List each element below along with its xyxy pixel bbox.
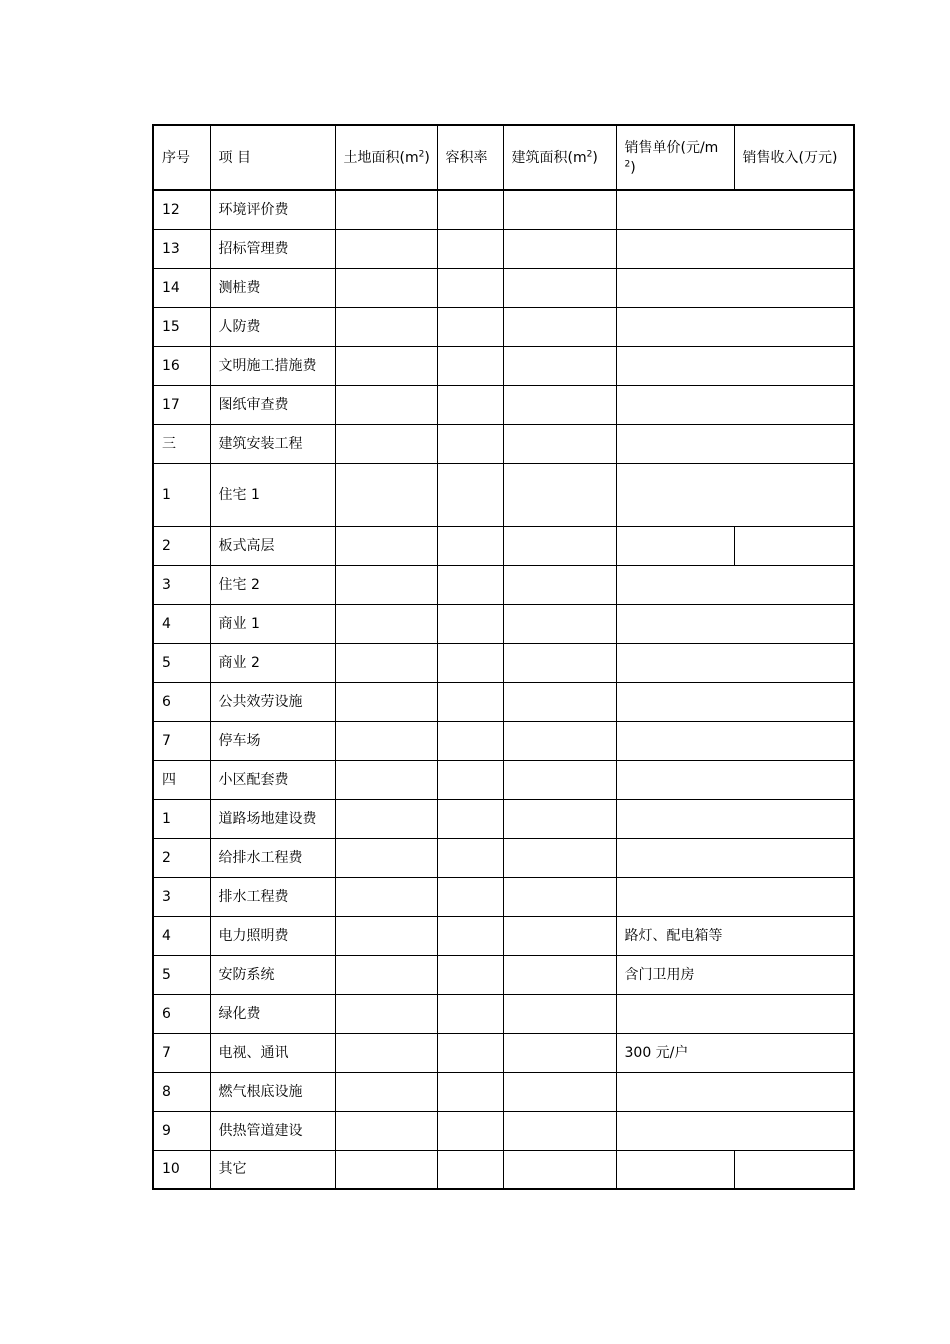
row-building-area — [503, 424, 616, 463]
row-item: 供热管道建设 — [210, 1111, 335, 1150]
row-note — [616, 565, 854, 604]
row-seq: 7 — [153, 721, 210, 760]
header-unit-price: 销售单价(元/m $^2$) — [616, 125, 734, 190]
row-building-area — [503, 955, 616, 994]
row-seq: 7 — [153, 1033, 210, 1072]
row-seq: 16 — [153, 346, 210, 385]
row-floor-area-ratio — [437, 760, 503, 799]
row-item: 电力照明费 — [210, 916, 335, 955]
table-row — [153, 229, 854, 268]
row-note — [616, 385, 854, 424]
row-floor-area-ratio — [437, 1033, 503, 1072]
row-building-area — [503, 1033, 616, 1072]
table-row — [153, 760, 854, 799]
table-row — [153, 877, 854, 916]
row-item: 建筑安装工程 — [210, 424, 335, 463]
row-seq: 13 — [153, 229, 210, 268]
row-seq: 14 — [153, 268, 210, 307]
row-seq: 6 — [153, 994, 210, 1033]
row-seq: 15 — [153, 307, 210, 346]
row-building-area — [503, 268, 616, 307]
row-building-area — [503, 799, 616, 838]
row-land-area — [335, 955, 437, 994]
row-floor-area-ratio — [437, 1111, 503, 1150]
row-item: 住宅 1 — [210, 463, 335, 526]
row-seq: 5 — [153, 643, 210, 682]
row-floor-area-ratio — [437, 307, 503, 346]
row-building-area — [503, 565, 616, 604]
row-item: 招标管理费 — [210, 229, 335, 268]
row-land-area — [335, 799, 437, 838]
row-note — [616, 190, 854, 229]
header-row — [153, 125, 854, 190]
row-item: 停车场 — [210, 721, 335, 760]
row-land-area — [335, 643, 437, 682]
row-land-area — [335, 385, 437, 424]
table-row — [153, 307, 854, 346]
row-note — [616, 682, 854, 721]
row-item: 道路场地建设费 — [210, 799, 335, 838]
row-unit-price — [616, 1150, 734, 1189]
row-building-area — [503, 721, 616, 760]
row-floor-area-ratio — [437, 190, 503, 229]
row-land-area — [335, 994, 437, 1033]
row-item: 测桩费 — [210, 268, 335, 307]
table-row — [153, 526, 854, 565]
table-row — [153, 1111, 854, 1150]
row-item: 商业 2 — [210, 643, 335, 682]
row-land-area — [335, 229, 437, 268]
table-row — [153, 424, 854, 463]
row-floor-area-ratio — [437, 955, 503, 994]
header-building-area: 建筑面积$(m^2)$ — [503, 125, 616, 190]
row-item: 住宅 2 — [210, 565, 335, 604]
table-row — [153, 463, 854, 526]
row-land-area — [335, 877, 437, 916]
row-seq: 3 — [153, 877, 210, 916]
row-note — [616, 643, 854, 682]
table-row — [153, 1033, 854, 1072]
row-land-area — [335, 916, 437, 955]
row-item: 其它 — [210, 1150, 335, 1189]
row-note — [616, 877, 854, 916]
row-building-area — [503, 346, 616, 385]
row-note — [616, 346, 854, 385]
row-seq: 9 — [153, 1111, 210, 1150]
row-building-area — [503, 1111, 616, 1150]
table-row — [153, 385, 854, 424]
row-note — [616, 994, 854, 1033]
table-row — [153, 682, 854, 721]
row-land-area — [335, 463, 437, 526]
table-row — [153, 799, 854, 838]
row-land-area — [335, 526, 437, 565]
row-seq: 4 — [153, 916, 210, 955]
row-land-area — [335, 1072, 437, 1111]
row-seq: 5 — [153, 955, 210, 994]
row-building-area — [503, 190, 616, 229]
row-building-area — [503, 877, 616, 916]
row-seq: 3 — [153, 565, 210, 604]
row-building-area — [503, 307, 616, 346]
row-revenue — [734, 526, 854, 565]
row-floor-area-ratio — [437, 799, 503, 838]
row-floor-area-ratio — [437, 229, 503, 268]
row-floor-area-ratio — [437, 994, 503, 1033]
row-note — [616, 760, 854, 799]
row-item: 商业 1 — [210, 604, 335, 643]
row-seq: 17 — [153, 385, 210, 424]
row-item: 公共效劳设施 — [210, 682, 335, 721]
row-seq: 10 — [153, 1150, 210, 1189]
row-floor-area-ratio — [437, 385, 503, 424]
header-floor-area-ratio: 容积率 — [437, 125, 503, 190]
table-row — [153, 268, 854, 307]
table-row — [153, 916, 854, 955]
row-land-area — [335, 268, 437, 307]
row-note — [616, 1111, 854, 1150]
row-building-area — [503, 385, 616, 424]
row-seq: 1 — [153, 463, 210, 526]
row-seq: 四 — [153, 760, 210, 799]
row-floor-area-ratio — [437, 526, 503, 565]
row-note: 路灯、配电箱等 — [616, 916, 854, 955]
row-building-area — [503, 463, 616, 526]
row-seq: 三 — [153, 424, 210, 463]
row-floor-area-ratio — [437, 1072, 503, 1111]
row-land-area — [335, 346, 437, 385]
row-floor-area-ratio — [437, 682, 503, 721]
row-floor-area-ratio — [437, 463, 503, 526]
row-land-area — [335, 604, 437, 643]
row-floor-area-ratio — [437, 643, 503, 682]
table-row — [153, 721, 854, 760]
row-seq: 12 — [153, 190, 210, 229]
row-building-area — [503, 994, 616, 1033]
table-row — [153, 1150, 854, 1189]
row-building-area — [503, 838, 616, 877]
row-note — [616, 604, 854, 643]
row-floor-area-ratio — [437, 1150, 503, 1189]
row-land-area — [335, 682, 437, 721]
table-row — [153, 955, 854, 994]
row-land-area — [335, 721, 437, 760]
row-floor-area-ratio — [437, 721, 503, 760]
table-row — [153, 1072, 854, 1111]
row-floor-area-ratio — [437, 916, 503, 955]
table-row — [153, 565, 854, 604]
row-land-area — [335, 424, 437, 463]
header-revenue: 销售收入(万元) — [734, 125, 854, 190]
row-unit-price — [616, 526, 734, 565]
row-seq: 2 — [153, 526, 210, 565]
row-note — [616, 424, 854, 463]
row-building-area — [503, 526, 616, 565]
row-item: 图纸审查费 — [210, 385, 335, 424]
row-building-area — [503, 604, 616, 643]
row-note — [616, 799, 854, 838]
row-note — [616, 463, 854, 526]
row-note — [616, 307, 854, 346]
row-land-area — [335, 838, 437, 877]
row-land-area — [335, 565, 437, 604]
row-revenue — [734, 1150, 854, 1189]
row-land-area — [335, 1111, 437, 1150]
table-row — [153, 604, 854, 643]
row-floor-area-ratio — [437, 346, 503, 385]
row-land-area — [335, 190, 437, 229]
row-seq: 1 — [153, 799, 210, 838]
row-building-area — [503, 1150, 616, 1189]
row-item: 板式高层 — [210, 526, 335, 565]
row-item: 燃气根底设施 — [210, 1072, 335, 1111]
row-item: 环境评价费 — [210, 190, 335, 229]
table-row — [153, 994, 854, 1033]
row-land-area — [335, 307, 437, 346]
row-item: 电视、通讯 — [210, 1033, 335, 1072]
row-floor-area-ratio — [437, 424, 503, 463]
header-land-area: 土地面积$(m^2)$ — [335, 125, 437, 190]
row-floor-area-ratio — [437, 268, 503, 307]
header-seq: 序号 — [153, 125, 210, 190]
row-building-area — [503, 1072, 616, 1111]
row-seq: 6 — [153, 682, 210, 721]
table-row — [153, 838, 854, 877]
row-note — [616, 838, 854, 877]
row-item: 小区配套费 — [210, 760, 335, 799]
row-note — [616, 721, 854, 760]
row-building-area — [503, 682, 616, 721]
row-floor-area-ratio — [437, 604, 503, 643]
row-building-area — [503, 643, 616, 682]
row-seq: 2 — [153, 838, 210, 877]
table-row — [153, 643, 854, 682]
row-land-area — [335, 1150, 437, 1189]
row-item: 绿化费 — [210, 994, 335, 1033]
cost-table — [152, 124, 855, 1190]
row-land-area — [335, 760, 437, 799]
row-building-area — [503, 229, 616, 268]
row-floor-area-ratio — [437, 877, 503, 916]
row-land-area — [335, 1033, 437, 1072]
row-item: 排水工程费 — [210, 877, 335, 916]
row-item: 给排水工程费 — [210, 838, 335, 877]
row-floor-area-ratio — [437, 565, 503, 604]
row-seq: 4 — [153, 604, 210, 643]
row-item: 文明施工措施费 — [210, 346, 335, 385]
row-note — [616, 1072, 854, 1111]
row-note — [616, 268, 854, 307]
row-seq: 8 — [153, 1072, 210, 1111]
table-row — [153, 190, 854, 229]
row-item: 人防费 — [210, 307, 335, 346]
header-item: 项 目 — [210, 125, 335, 190]
row-building-area — [503, 760, 616, 799]
row-item: 安防系统 — [210, 955, 335, 994]
row-building-area — [503, 916, 616, 955]
row-note — [616, 229, 854, 268]
row-floor-area-ratio — [437, 838, 503, 877]
row-note: 300 元/户 — [616, 1033, 854, 1072]
table-row — [153, 346, 854, 385]
row-note: 含门卫用房 — [616, 955, 854, 994]
